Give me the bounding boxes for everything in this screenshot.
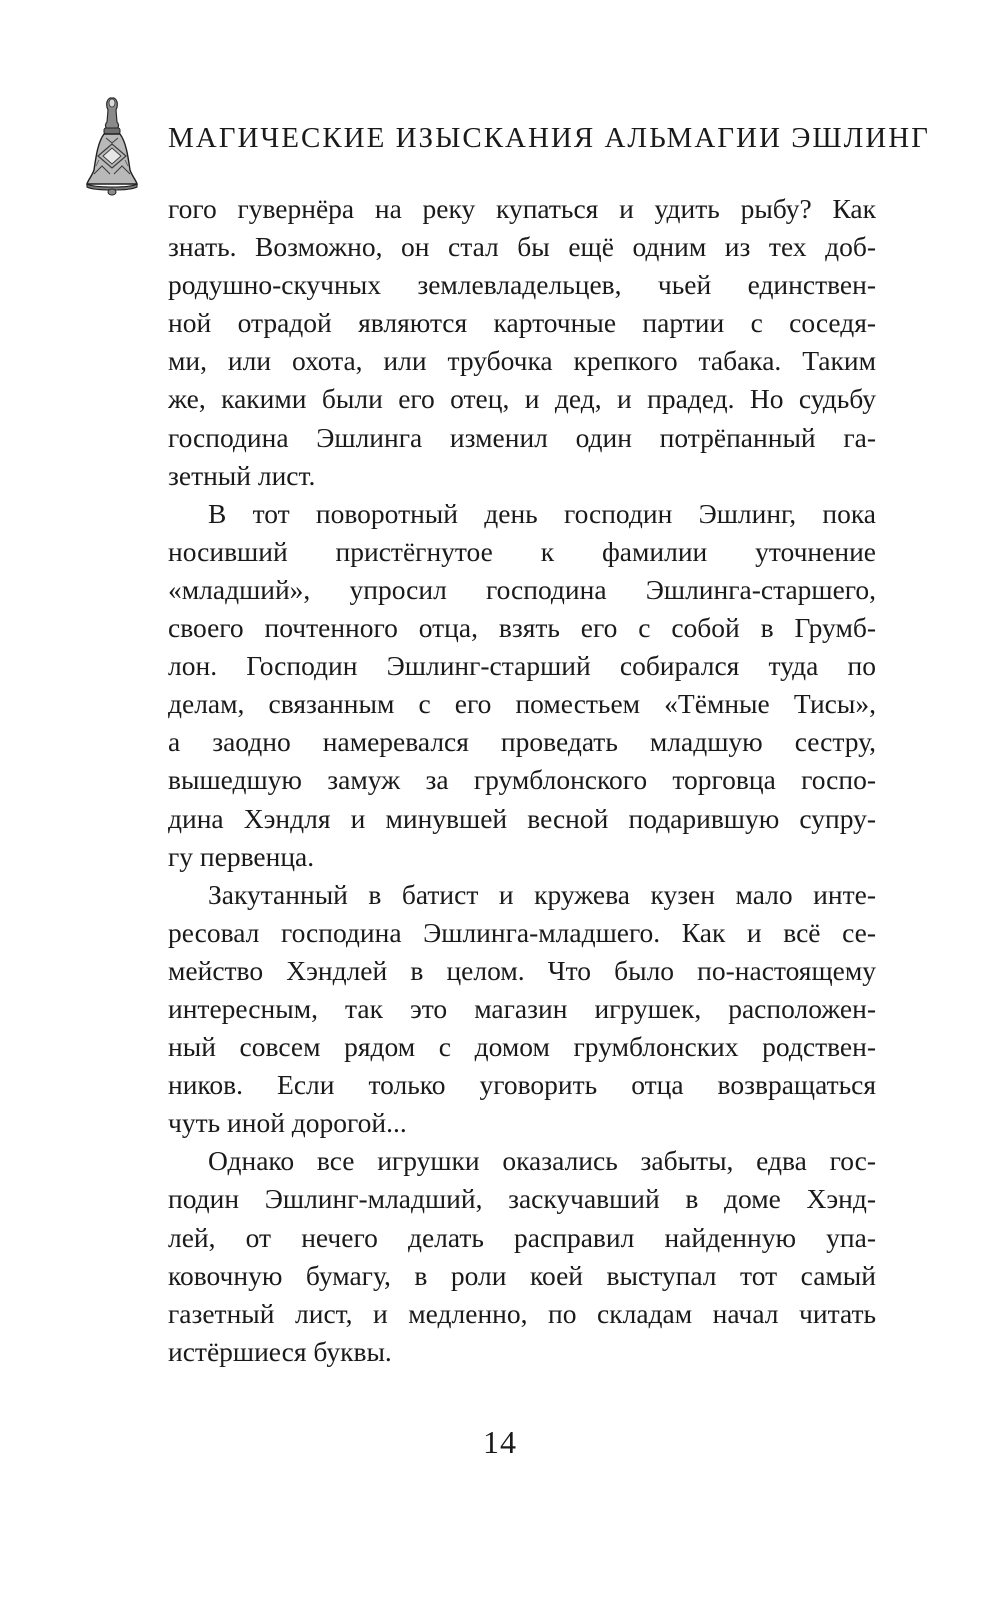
text-line: ников. Если только уговорить отца возвращаться (168, 1069, 876, 1101)
text-line: ми, или охота, или трубочка крепкого табака. Таким (168, 345, 876, 377)
page-number: 14 (483, 1424, 517, 1460)
text-line: зетный лист. (168, 459, 316, 491)
text-line: родушно-скучных землевладельцев, чьей единствен- (168, 269, 876, 301)
text-line: же, какими были его отец, и дед, и прадед. Но судьбу (168, 383, 876, 415)
text-line: ресовал господина Эшлинга-младшего. Как и всё се- (168, 916, 876, 948)
bell-icon (84, 96, 140, 196)
text-line: В тот поворотный день господин Эшлинг, пока (208, 497, 876, 529)
text-line: мейство Хэндлей в целом. Что было по-настоящему (168, 954, 876, 986)
paragraph-4 (168, 1142, 876, 1371)
text-line: «младший», упросил господина Эшлинга-старшего, (168, 573, 876, 605)
text-line: подин Эшлинг-младший, заскучавший в доме Хэнд- (168, 1183, 876, 1215)
text-line: истёршиеся буквы. (168, 1335, 392, 1367)
text-line: своего почтенного отца, взять его с собой в Грумб- (168, 612, 876, 644)
text-line: ной отрадой являются карточные партии с соседя- (168, 307, 876, 339)
text-line: гу первенца. (168, 840, 315, 872)
text-line: Однако все игрушки оказались забыты, едва гос- (208, 1145, 876, 1177)
text-line: носивший пристёгнутое к фамилии уточнение (168, 535, 876, 567)
text-line: знать. Возможно, он стал бы ещё одним из тех доб- (168, 231, 876, 263)
text-line: газетный лист, и медленно, по складам начал читать (168, 1297, 876, 1329)
body-text (168, 190, 876, 1371)
text-line: ковочную бумагу, в роли коей выступал тот самый (168, 1259, 876, 1291)
paragraph-3 (168, 876, 876, 1143)
text-line: чуть иной дорогой... (168, 1107, 407, 1139)
text-line: делам, связанным с его поместьем «Тёмные Тисы», (168, 688, 876, 720)
text-line: интересным, так это магазин игрушек, расположен- (168, 992, 876, 1024)
text-line: вышедшую замуж за грумблонского торговца госпо- (168, 764, 876, 796)
text-line: ный совсем рядом с домом грумблонских родствен- (168, 1031, 876, 1063)
text-line: дина Хэндля и минувшей весной подарившую супру- (168, 802, 876, 834)
text-line: лей, от нечего делать расправил найденную упа- (168, 1221, 876, 1253)
text-line: а заодно намеревался проведать младшую сестру, (168, 726, 876, 758)
paragraph-1 (168, 190, 876, 495)
text-line: гого гувернёра на реку купаться и удить рыбу? Как (168, 193, 876, 224)
text-line: лон. Господин Эшлинг-старший собирался туда по (168, 650, 876, 682)
running-title: МАГИЧЕСКИЕ ИЗЫСКАНИЯ АЛЬМАГИИ ЭШЛИНГ (168, 122, 930, 154)
text-line: Закутанный в батист и кружева кузен мало инте- (208, 878, 876, 910)
paragraph-2 (168, 495, 876, 876)
text-line: господина Эшлинга изменил один потрёпанный га- (168, 421, 876, 453)
